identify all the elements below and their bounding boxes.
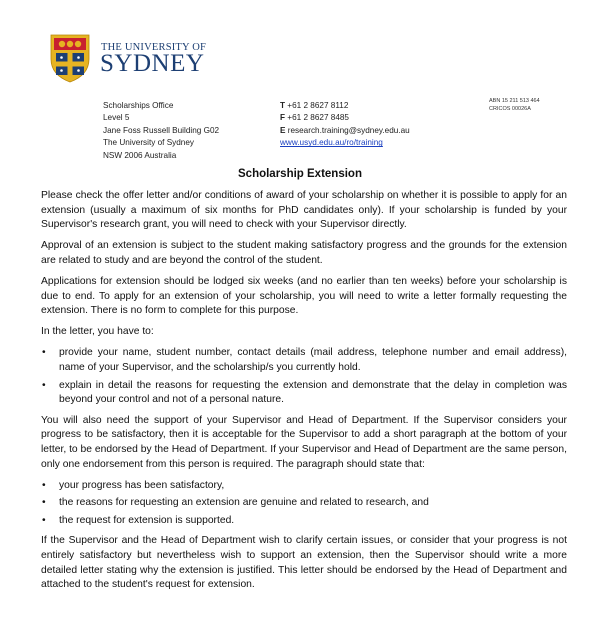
paragraph: You will also need the support of your Supervisor and Head of Department. If the Supervisor considers your progress to be satisfactory, then it is acceptable for the Supervisor to add a short paragraph at the bottom of your letter, to be endorsed by the Head of Department. If your Supervisor and Head of Department are the same person, only one endorsement from this person is required. The paragraph should state that:: [41, 414, 567, 470]
bullet-icon: •: [42, 497, 46, 509]
address-line: NSW 2006 Australia: [103, 150, 177, 160]
phone-line: [280, 100, 410, 112]
abn-number: ABN 15 211 513 464: [489, 98, 540, 104]
university-big-name: SYDNEY: [100, 50, 205, 77]
paragraph: Applications for extension should be lodged six weeks (and no earlier than ten weeks) before your scholarship is due to end. To apply for an extension of your scholarship, you will need to write a letter formally requesting the extension. There is no form to complete for this purpose.: [41, 275, 567, 317]
cricos-number: CRICOS 00026A: [489, 105, 531, 112]
list-item-text: the reasons for requesting an extension are genuine and related to research, and: [59, 497, 429, 509]
address-line: Level 5: [103, 113, 130, 123]
address-line: Scholarships Office: [103, 101, 174, 110]
registration-numbers: [489, 98, 540, 113]
university-small-name: THE UNIVERSITY OF: [101, 42, 207, 53]
bullet-icon: •: [42, 479, 46, 491]
paragraph: Please check the offer letter and/or conditions of award of your scholarship on whether it is possible to apply for an extension (usually a maximum of six months for PhD candidates only). If your scholarship is funded by your Supervisor's research grant, you will need to check with your Supervisor directly.: [41, 190, 567, 231]
list-item: [41, 379, 567, 408]
phone-label: T: [280, 101, 286, 110]
list-item: [41, 496, 567, 511]
document-title: Scholarship Extension: [238, 168, 362, 180]
address-line: Jane Foss Russell Building G02: [103, 125, 220, 135]
bullet-icon: •: [42, 514, 46, 526]
fax-number: +61 2 8627 8485: [287, 113, 349, 123]
list-item-text: explain in detail the reasons for requesting the extension and demonstrate that the delay in completion was beyond your control and not of a personal nature.: [59, 379, 567, 406]
email-address[interactable]: research.training@sydney.edu.au: [287, 125, 410, 135]
university-crest-logo: [48, 33, 92, 83]
list-item-text: the request for extension is supported.: [59, 514, 235, 526]
list-item: [41, 346, 567, 375]
website-line: [280, 137, 410, 149]
email-line: [280, 125, 410, 137]
contact-details: [280, 100, 410, 150]
paragraph: Approval of an extension is subject to the student making satisfactory progress and the grounds for the extension are related to study and are beyond the control of the student.: [41, 240, 567, 266]
requirements-list: [41, 346, 567, 407]
list-item-text: provide your name, student number, contact details (mail address, telephone number and email address), name of your Supervisor, and the scholarship/s you currently hold.: [59, 347, 567, 373]
office-address: [103, 100, 219, 162]
paragraph: If the Supervisor and the Head of Department wish to clarify certain issues, or consider that your progress is not entirely satisfactory but nevertheless wish to support an extension, then the Supervisor should write a more detailed letter stating why the extension is justified. This letter should be endorsed by the Head of Department and attached to the student's request for extension.: [41, 535, 567, 591]
statement-list: [41, 479, 567, 529]
list-item-text: your progress has been satisfactory,: [59, 479, 225, 491]
email-label: E: [280, 125, 286, 135]
document-body: [41, 189, 567, 599]
list-item: [41, 514, 567, 529]
paragraph: In the letter, you have to:: [41, 326, 154, 338]
address-line: The University of Sydney: [103, 138, 195, 148]
fax-line: [280, 112, 410, 124]
phone-number: +61 2 8627 8112: [287, 101, 349, 110]
fax-label: F: [280, 113, 286, 123]
list-item: [41, 479, 567, 494]
bullet-icon: •: [42, 379, 46, 391]
website-link[interactable]: www.usyd.edu.au/ro/training: [280, 138, 383, 148]
bullet-icon: •: [42, 347, 46, 359]
